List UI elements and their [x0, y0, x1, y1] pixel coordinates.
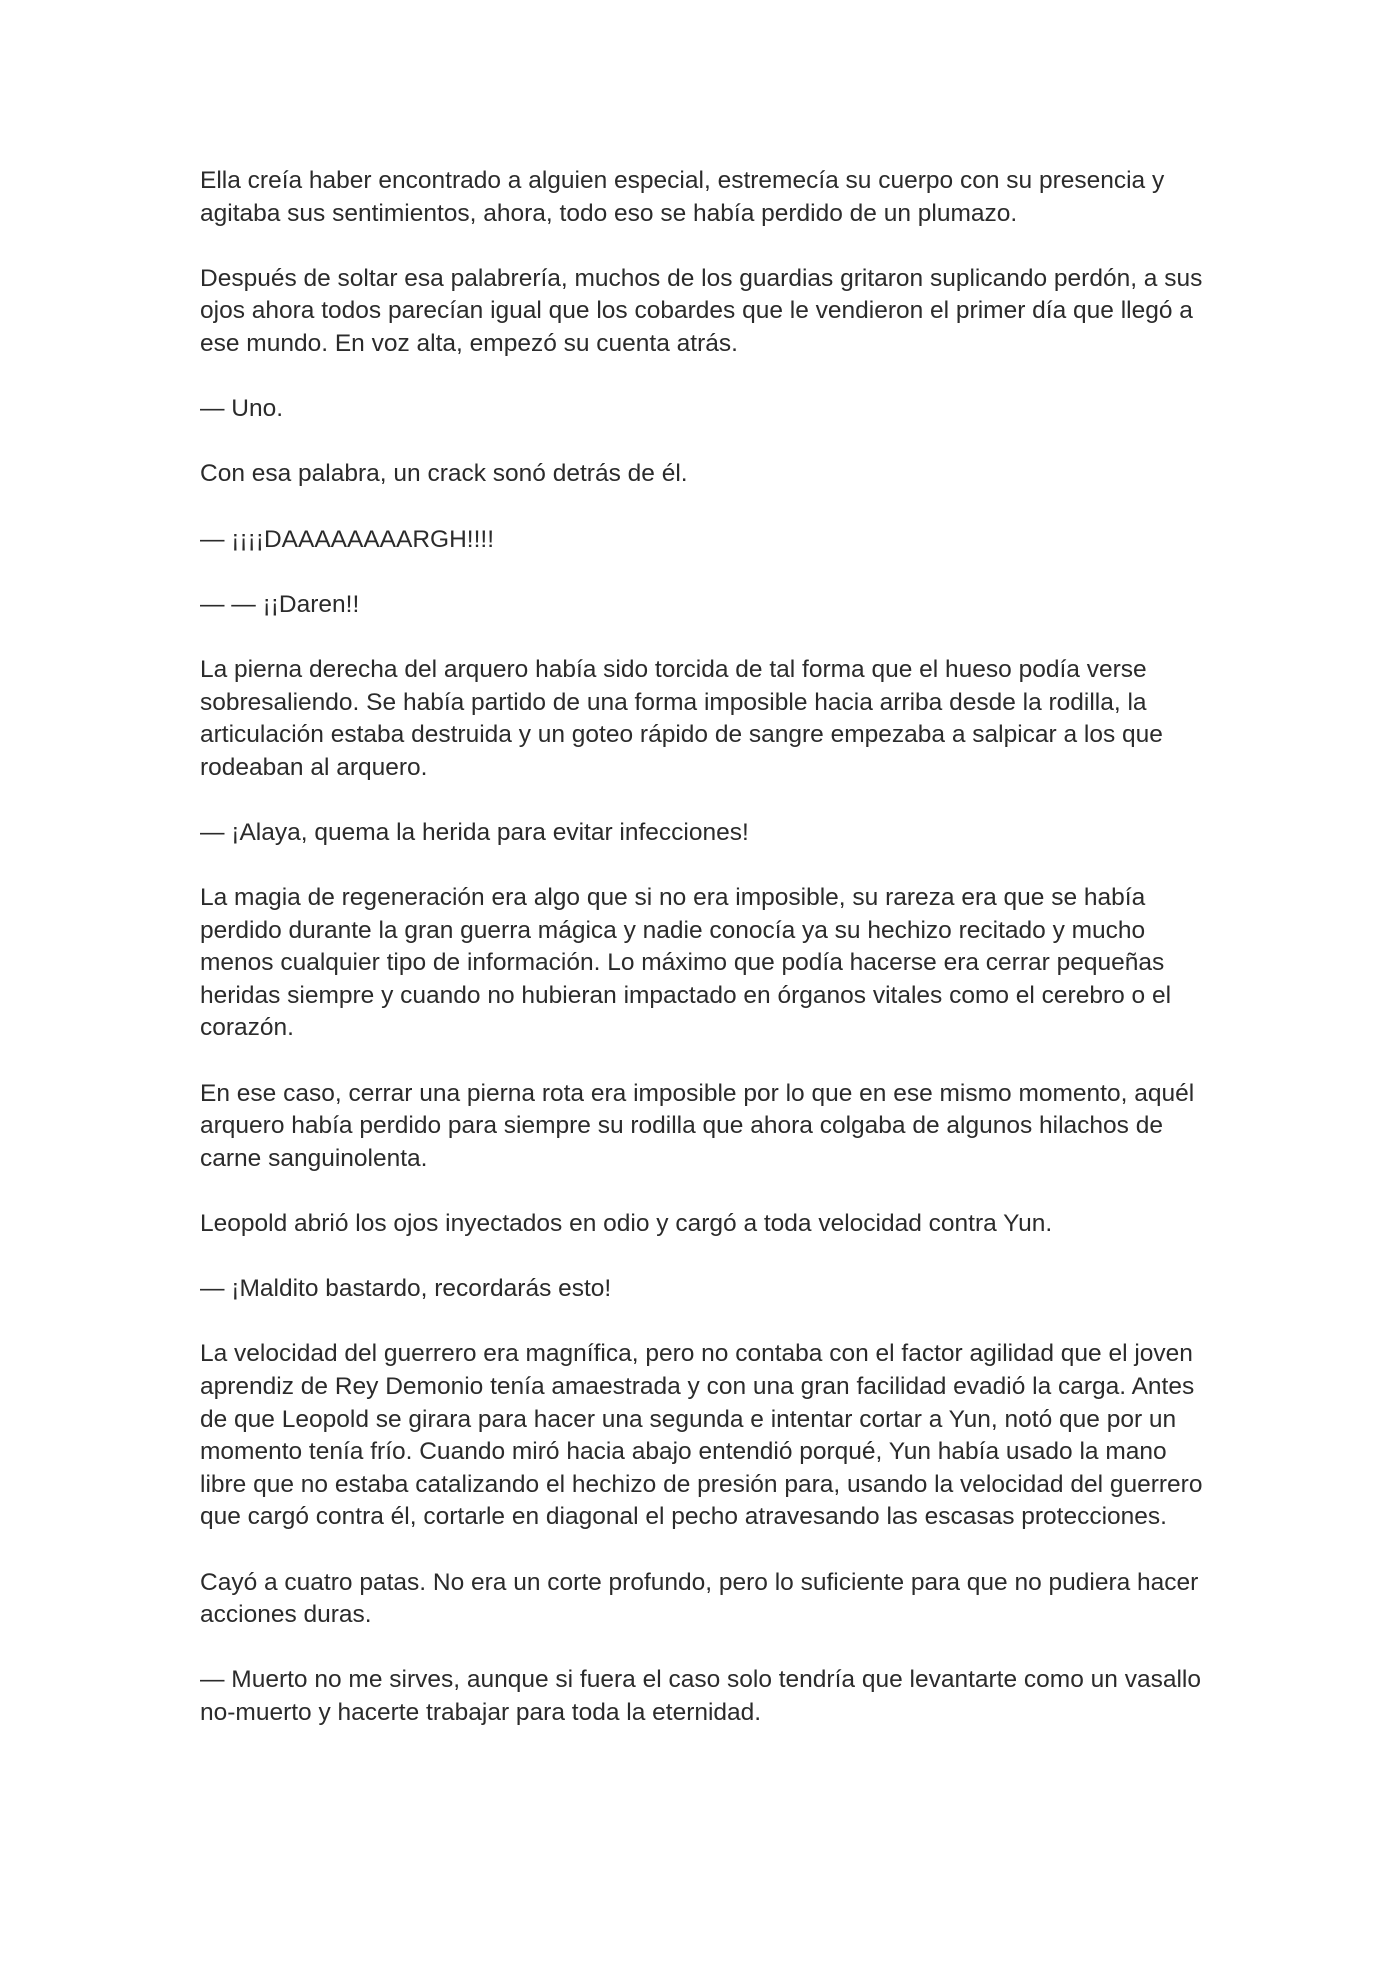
dialogue-line: — ¡Maldito bastardo, recordarás esto! — [200, 1275, 612, 1303]
paragraph: La pierna derecha del arquero había sido torcida de tal forma que el hueso podía verse sobresaliendo. Se había partido de una forma imposible hacia arriba desde la rodilla, la articulación estaba destruida y un goteo rápido de sangre empezaba a salpicar a los que rodeaban al arquero. — [200, 655, 1163, 781]
paragraph: Después de soltar esa palabrería, muchos de los guardias gritaron suplicando perdón, a sus ojos ahora todos parecían igual que los cobardes que le vendieron el primer día que llegó a ese mundo. En voz alta, empezó su cuenta atrás. — [200, 264, 1203, 357]
dialogue-line: — ¡Alaya, quema la herida para evitar infecciones! — [200, 818, 749, 846]
paragraph: Leopold abrió los ojos inyectados en odio y cargó a toda velocidad contra Yun. — [200, 1210, 1053, 1237]
paragraph: La magia de regeneración era algo que si no era imposible, su rareza era que se había perdido durante la gran guerra mágica y nadie conocía ya su hechizo recitado y mucho menos cualquier tipo de información. Lo máximo que podía hacerse era cerrar pequeñas heridas siempre y cuando no hubieran impactado en órganos vitales como el cerebro o el corazón. — [200, 884, 1172, 1042]
dialogue-line: — — ¡¡Daren!! — [200, 590, 360, 618]
paragraph: En ese caso, cerrar una pierna rota era imposible por lo que en ese mismo momento, aquél arquero había perdido para siempre su rodilla que ahora colgaba de algunos hilachos de carne sanguinolenta. — [200, 1079, 1195, 1172]
paragraph: Ella creía haber encontrado a alguien especial, estremecía su cuerpo con su presencia y agitaba sus sentimientos, ahora, todo eso se había perdido de un plumazo. — [200, 167, 1165, 227]
paragraph: La velocidad del guerrero era magnífica, pero no contaba con el factor agilidad que el joven aprendiz de Rey Demonio tenía amaestrada y con una gran facilidad evadió la carga. Antes de que Leopold se girara para hacer una segunda e intentar cortar a Yun, notó que por un momento tenía frío. Cuando miró hacia abajo entendió porqué, Yun había usado la mano libre que no estaba catalizando el hechizo de presión para, usando la velocidad del guerrero que cargó contra él, cortarle en diagonal el pecho atravesando las escasas protecciones. — [200, 1340, 1203, 1531]
paragraph: Cayó a cuatro patas. No era un corte profundo, pero lo suficiente para que no pudiera hacer acciones duras. — [200, 1568, 1199, 1629]
dialogue-line: — Uno. — [200, 395, 284, 423]
paragraph: Con esa palabra, un crack sonó detrás de él. — [200, 460, 688, 488]
dialogue-line: — Muerto no me sirves, aunque si fuera el caso solo tendría que levantarte como un vasallo no-muerto y hacerte trabajar para toda la eternidad. — [200, 1666, 1201, 1726]
dialogue-line: — ¡¡¡¡DAAAAAAAARGH!!!! — [200, 525, 495, 553]
document-page — [200, 165, 1210, 1730]
